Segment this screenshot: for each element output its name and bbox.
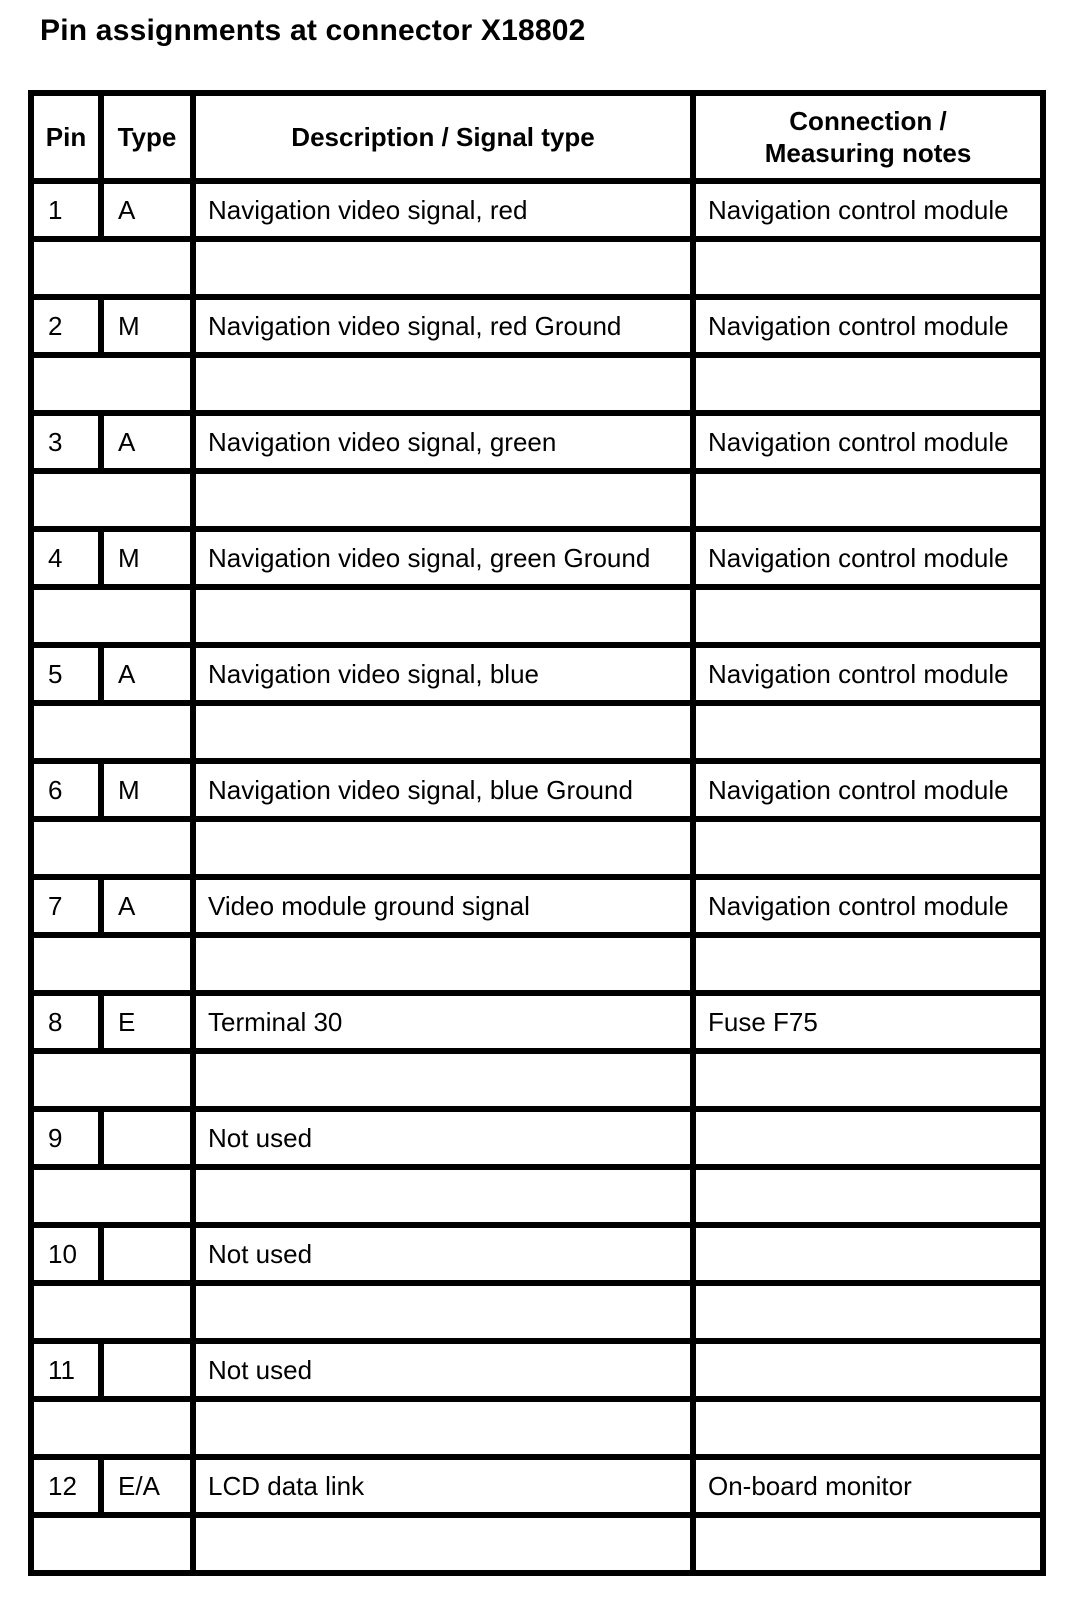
spacer-row [31,1051,1043,1109]
pin-cell: 11 [31,1341,101,1399]
type-cell: M [101,761,193,819]
pin-row-12 [31,1457,1043,1515]
spacer-description-cell [193,587,693,645]
spacer-row [31,1283,1043,1341]
connection-cell: Navigation control module [693,181,1043,239]
pin-assignment-table [28,90,1046,1576]
description-cell: Not used [193,1109,693,1167]
header-pin: Pin [31,93,101,181]
type-cell: M [101,297,193,355]
pin-cell: 5 [31,645,101,703]
pin-row-11 [31,1341,1043,1399]
spacer-description-cell [193,471,693,529]
header-row [31,93,1043,181]
pin-cell: 4 [31,529,101,587]
pin-row-6 [31,761,1043,819]
pin-row-8 [31,993,1043,1051]
spacer-row [31,355,1043,413]
spacer-pin-type-cell [31,1515,193,1573]
spacer-connection-cell [693,1051,1043,1109]
type-cell [101,1225,193,1283]
spacer-description-cell [193,1051,693,1109]
description-cell: Navigation video signal, blue Ground [193,761,693,819]
spacer-connection-cell [693,1283,1043,1341]
description-cell: Navigation video signal, green [193,413,693,471]
spacer-connection-cell [693,587,1043,645]
description-cell: Navigation video signal, green Ground [193,529,693,587]
pin-row-2 [31,297,1043,355]
spacer-connection-cell [693,1399,1043,1457]
header-connection-line1: Connection / [789,105,947,136]
spacer-connection-cell [693,935,1043,993]
connection-cell: Navigation control module [693,529,1043,587]
spacer-pin-type-cell [31,239,193,297]
spacer-description-cell [193,1399,693,1457]
pin-row-4 [31,529,1043,587]
type-cell: M [101,529,193,587]
spacer-row [31,703,1043,761]
pin-row-9 [31,1109,1043,1167]
spacer-connection-cell [693,239,1043,297]
connection-cell: Navigation control module [693,645,1043,703]
connection-cell [693,1109,1043,1167]
spacer-connection-cell [693,471,1043,529]
type-cell [101,1109,193,1167]
description-cell: Navigation video signal, red [193,181,693,239]
spacer-pin-type-cell [31,471,193,529]
pin-row-7 [31,877,1043,935]
spacer-row [31,471,1043,529]
spacer-pin-type-cell [31,1399,193,1457]
spacer-connection-cell [693,703,1043,761]
type-cell: A [101,877,193,935]
spacer-pin-type-cell [31,819,193,877]
connection-cell: Navigation control module [693,877,1043,935]
description-cell: Not used [193,1341,693,1399]
description-cell: Navigation video signal, blue [193,645,693,703]
spacer-row [31,819,1043,877]
pin-cell: 10 [31,1225,101,1283]
pin-row-1 [31,181,1043,239]
header-connection [693,93,1043,181]
type-cell [101,1341,193,1399]
connection-cell: Navigation control module [693,413,1043,471]
spacer-connection-cell [693,1515,1043,1573]
spacer-connection-cell [693,819,1043,877]
type-cell: E/A [101,1457,193,1515]
type-cell: A [101,181,193,239]
spacer-row [31,935,1043,993]
pin-cell: 9 [31,1109,101,1167]
spacer-pin-type-cell [31,1051,193,1109]
pin-cell: 12 [31,1457,101,1515]
connection-cell: Navigation control module [693,297,1043,355]
spacer-pin-type-cell [31,1167,193,1225]
spacer-row [31,1167,1043,1225]
pin-cell: 3 [31,413,101,471]
spacer-row [31,587,1043,645]
page-title: Pin assignments at connector X18802 [40,14,586,47]
description-cell: Terminal 30 [193,993,693,1051]
description-cell: Video module ground signal [193,877,693,935]
spacer-description-cell [193,239,693,297]
spacer-row [31,1515,1043,1573]
connection-cell: Navigation control module [693,761,1043,819]
connection-cell: Fuse F75 [693,993,1043,1051]
header-connection-line2: Measuring notes [764,138,972,168]
description-cell: LCD data link [193,1457,693,1515]
pin-row-10 [31,1225,1043,1283]
spacer-pin-type-cell [31,355,193,413]
spacer-pin-type-cell [31,587,193,645]
connection-cell [693,1225,1043,1283]
spacer-connection-cell [693,1167,1043,1225]
spacer-pin-type-cell [31,1283,193,1341]
spacer-description-cell [193,1167,693,1225]
pin-cell: 6 [31,761,101,819]
connection-cell: On-board monitor [693,1457,1043,1515]
description-cell: Navigation video signal, red Ground [193,297,693,355]
description-cell: Not used [193,1225,693,1283]
spacer-description-cell [193,355,693,413]
spacer-row [31,239,1043,297]
spacer-description-cell [193,935,693,993]
pin-cell: 1 [31,181,101,239]
pin-cell: 2 [31,297,101,355]
pin-row-5 [31,645,1043,703]
type-cell: E [101,993,193,1051]
pin-cell: 7 [31,877,101,935]
spacer-row [31,1399,1043,1457]
spacer-pin-type-cell [31,935,193,993]
header-description: Description / Signal type [193,93,693,181]
spacer-connection-cell [693,355,1043,413]
pin-cell: 8 [31,993,101,1051]
spacer-pin-type-cell [31,703,193,761]
type-cell: A [101,645,193,703]
spacer-description-cell [193,703,693,761]
header-type: Type [101,93,193,181]
spacer-description-cell [193,1283,693,1341]
pin-row-3 [31,413,1043,471]
type-cell: A [101,413,193,471]
spacer-description-cell [193,819,693,877]
spacer-description-cell [193,1515,693,1573]
connection-cell [693,1341,1043,1399]
